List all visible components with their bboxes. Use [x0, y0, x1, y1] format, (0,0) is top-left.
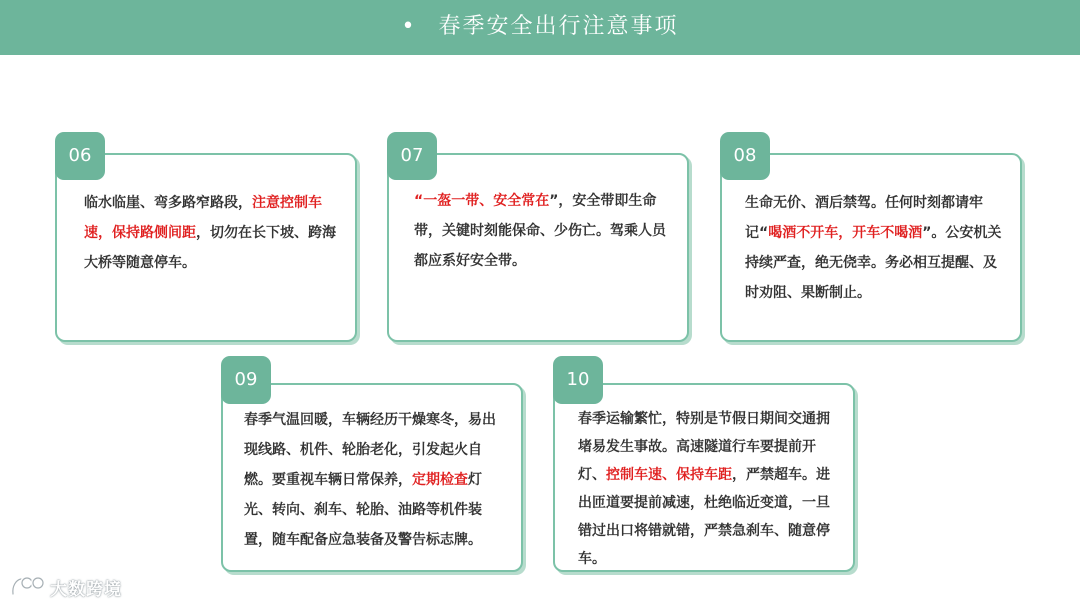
- title-bullet: •: [401, 14, 417, 39]
- tip-10-segment-1: 春季运输繁忙，特别是节假日期间交通拥堵易发生事故。高速隧道行车要提前开灯、: [578, 411, 830, 483]
- tip-number-badge-08: 08: [720, 132, 770, 180]
- tip-text-07: [414, 186, 670, 276]
- header-bar: [0, 0, 1080, 55]
- tip-08-segment-3: ”。公安机关持续严查，绝无侥幸。务必相互提醒、及时劝阻、果断制止。: [745, 225, 1002, 301]
- tip-09-segment-1: 春季气温回暖，车辆经历干燥寒冬，易出现线路、机件、轮胎老化，引发起火自燃。要重视车辆日常保养，: [244, 412, 496, 488]
- tip-06-segment-3: ，切勿在长下坡、跨海大桥等随意停车。: [84, 225, 336, 271]
- tip-text-06: [84, 188, 340, 278]
- tip-07-segment-3: ”，安全带即生命带，关键时刻能保命、少伤亡。驾乘人员都应系好安全带。: [414, 193, 666, 269]
- watermark-logo-icon: [10, 574, 46, 600]
- watermark: [10, 572, 122, 602]
- tip-text-09: [244, 405, 508, 555]
- tip-number-badge-09: 09: [221, 356, 271, 404]
- tip-number-badge-07: 07: [387, 132, 437, 180]
- tip-06-highlight: 注意控制车速，保持路侧间距: [84, 195, 322, 241]
- tip-07-highlight: 一盔一带、安全常在: [423, 193, 550, 209]
- tip-08-highlight: 喝酒不开车，开车不喝酒: [768, 225, 923, 241]
- tip-text-08: [745, 188, 1005, 308]
- tip-06-segment-1: 临水临崖、弯多路窄路段，: [84, 195, 252, 211]
- tip-number-badge-06: 06: [55, 132, 105, 180]
- tip-10-highlight: 控制车速、保持车距: [606, 467, 732, 483]
- tip-text-10: [578, 405, 838, 573]
- tip-number-badge-10: 10: [553, 356, 603, 404]
- page-title: [0, 12, 1080, 42]
- tip-08-segment-1: 生命无价、酒后禁驾。任何时刻都请牢记“: [745, 195, 983, 241]
- tip-09-highlight: 定期检查: [412, 472, 468, 488]
- tip-09-segment-3: 灯光、转向、刹车、轮胎、油路等机件装置，随车配备应急装备及警告标志牌。: [244, 472, 482, 548]
- title-text: 春季安全出行注意事项: [438, 14, 679, 39]
- tip-10-segment-3: ，严禁超车。进出匝道要提前减速，杜绝临近变道，一旦错过出口将错就错，严禁急刹车、随意停车。: [578, 467, 830, 567]
- watermark-text: 大数跨境: [50, 579, 122, 600]
- tip-07-segment-1: “: [414, 193, 424, 209]
